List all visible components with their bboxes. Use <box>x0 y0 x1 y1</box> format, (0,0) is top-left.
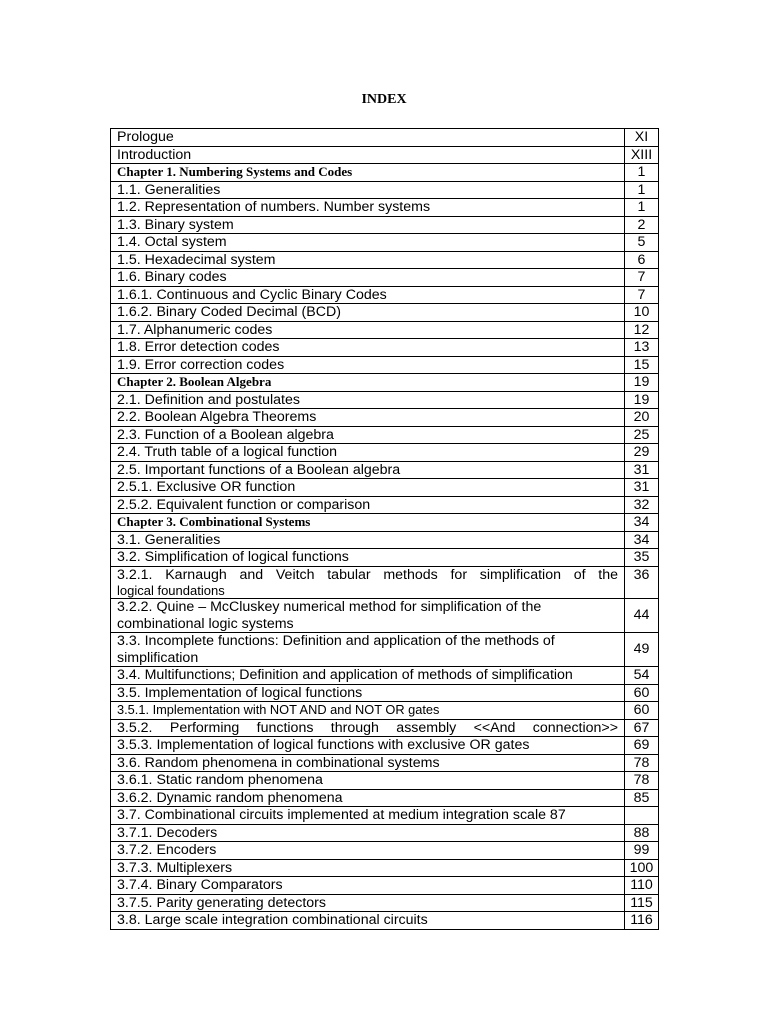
toc-entry-cell <box>111 667 625 685</box>
toc-entry-cell <box>111 426 625 444</box>
toc-row <box>111 426 659 444</box>
toc-row <box>111 566 659 599</box>
section-title: 2.1. Definition and postulates <box>117 391 300 408</box>
toc-row <box>111 234 659 252</box>
page-number: 78 <box>625 772 659 790</box>
toc-entry-cell <box>111 859 625 877</box>
page-number: 2 <box>625 216 659 234</box>
chapter-row <box>111 374 659 392</box>
section-title: 1.7. Alphanumeric codes <box>117 321 273 338</box>
page-number: 34 <box>625 514 659 532</box>
section-title: 1.1. Generalities <box>117 181 221 198</box>
page-number: 20 <box>625 409 659 427</box>
chapter-title: Chapter 1. Numbering Systems and Codes <box>117 164 353 179</box>
toc-row <box>111 391 659 409</box>
toc-row <box>111 807 659 825</box>
toc-entry-cell <box>111 807 625 825</box>
toc-row <box>111 599 659 633</box>
toc-row <box>111 633 659 667</box>
section-title: 2.5.2. Equivalent function or comparison <box>117 496 371 513</box>
section-title: 3.7.3. Multiplexers <box>117 859 233 876</box>
toc-body <box>111 129 659 930</box>
section-title: 1.9. Error correction codes <box>117 356 285 373</box>
section-title: Introduction <box>117 146 192 163</box>
page-number: 54 <box>625 667 659 685</box>
toc-row <box>111 444 659 462</box>
toc-entry-cell <box>111 719 625 737</box>
page-number: XI <box>625 129 659 147</box>
page-number: 19 <box>625 391 659 409</box>
page-number: 69 <box>625 737 659 755</box>
page-number: 15 <box>625 356 659 374</box>
toc-row <box>111 251 659 269</box>
toc-row <box>111 286 659 304</box>
section-title: 1.8. Error detection codes <box>117 339 280 355</box>
toc-row <box>111 859 659 877</box>
page-number: 5 <box>625 234 659 252</box>
page-number: 6 <box>625 251 659 269</box>
section-title: 3.3. Incomplete functions: Definition and application of the methods of simplification <box>117 633 555 666</box>
toc-entry-cell <box>111 286 625 304</box>
page-number: 60 <box>625 702 659 720</box>
page-number: 110 <box>625 877 659 895</box>
page-number: 115 <box>625 894 659 912</box>
toc-row <box>111 304 659 322</box>
toc-entry-cell <box>111 824 625 842</box>
toc-row <box>111 667 659 685</box>
toc-entry-cell <box>111 633 625 667</box>
page-number: 116 <box>625 912 659 930</box>
toc-entry-cell <box>111 894 625 912</box>
section-title: 3.1. Generalities <box>117 531 221 548</box>
page-number: 49 <box>625 633 659 667</box>
section-title: 3.8. Large scale integration combinational circuits <box>117 912 428 928</box>
toc-entry-cell <box>111 496 625 514</box>
page-number: 34 <box>625 531 659 549</box>
section-title: 3.4. Multifunctions; Definition and application of methods of simplification <box>117 667 573 683</box>
toc-row <box>111 531 659 549</box>
section-title: 3.5.2. Performing functions through assembly <<And connection>> <box>117 719 618 736</box>
toc-row <box>111 479 659 497</box>
toc-entry-cell <box>111 374 625 392</box>
section-title: 3.2. Simplification of logical functions <box>117 549 349 565</box>
toc-entry-cell <box>111 391 625 409</box>
page-number: 44 <box>625 599 659 633</box>
toc-row <box>111 912 659 930</box>
toc-row <box>111 877 659 895</box>
toc-entry-cell <box>111 479 625 497</box>
toc-entry-cell <box>111 789 625 807</box>
toc-row <box>111 321 659 339</box>
chapter-title: Chapter 3. Combinational Systems <box>117 514 311 529</box>
toc-entry-cell <box>111 304 625 322</box>
section-title: 2.5. Important functions of a Boolean algebra <box>117 461 401 478</box>
page-number: 1 <box>625 199 659 217</box>
page-number: 35 <box>625 549 659 567</box>
toc-entry-cell <box>111 444 625 462</box>
toc-row <box>111 409 659 427</box>
toc-entry-cell <box>111 234 625 252</box>
section-title: 1.6.1. Continuous and Cyclic Binary Codes <box>117 286 387 303</box>
toc-row <box>111 719 659 737</box>
toc-entry-cell <box>111 146 625 164</box>
toc-entry-cell <box>111 599 625 633</box>
toc-entry-cell <box>111 566 625 599</box>
toc-row <box>111 824 659 842</box>
toc-row <box>111 684 659 702</box>
section-title: 2.2. Boolean Algebra Theorems <box>117 409 317 425</box>
section-title: 2.4. Truth table of a logical function <box>117 444 338 460</box>
table-of-contents <box>110 128 659 930</box>
section-title: 3.5.1. Implementation with NOT AND and NOT OR gates <box>117 702 440 717</box>
toc-row <box>111 772 659 790</box>
page-number <box>625 807 659 825</box>
toc-row <box>111 181 659 199</box>
toc-row <box>111 737 659 755</box>
toc-row <box>111 216 659 234</box>
section-title: 1.3. Binary system <box>117 216 234 233</box>
chapter-row <box>111 164 659 182</box>
section-title: 3.5. Implementation of logical functions <box>117 684 363 701</box>
page-number: 12 <box>625 321 659 339</box>
toc-entry-cell <box>111 531 625 549</box>
section-title: 3.6. Random phenomena in combinational systems <box>117 754 440 771</box>
toc-row <box>111 199 659 217</box>
section-title: 3.7.5. Parity generating detectors <box>117 894 326 911</box>
toc-row <box>111 842 659 860</box>
index-title: INDEX <box>361 92 407 107</box>
page-number: 7 <box>625 286 659 304</box>
toc-entry-cell <box>111 549 625 567</box>
section-title: 3.2.1. Karnaugh and Veitch tabular methods for simplification of the <box>117 566 618 583</box>
section-title: 3.6.2. Dynamic random phenomena <box>117 789 343 806</box>
page-number: 7 <box>625 269 659 287</box>
toc-row <box>111 754 659 772</box>
toc-entry-cell <box>111 356 625 374</box>
toc-entry-cell <box>111 199 625 217</box>
section-title: 3.6.1. Static random phenomena <box>117 772 323 788</box>
toc-row <box>111 894 659 912</box>
toc-entry-cell <box>111 702 625 720</box>
toc-row <box>111 269 659 287</box>
toc-row <box>111 549 659 567</box>
toc-entry-cell <box>111 877 625 895</box>
page-number: 31 <box>625 479 659 497</box>
toc-entry-cell <box>111 772 625 790</box>
page-number: 1 <box>625 164 659 182</box>
toc-row <box>111 702 659 720</box>
page-number: 29 <box>625 444 659 462</box>
section-title: 3.7.1. Decoders <box>117 824 218 841</box>
section-title: 3.7.2. Encoders <box>117 842 217 858</box>
toc-row <box>111 461 659 479</box>
section-title: 3.7.4. Binary Comparators <box>117 877 283 893</box>
section-title: 1.6.2. Binary Coded Decimal (BCD) <box>117 304 341 320</box>
toc-entry-cell <box>111 129 625 147</box>
page-number: 99 <box>625 842 659 860</box>
toc-row <box>111 339 659 357</box>
toc-row <box>111 129 659 147</box>
section-title: 1.6. Binary codes <box>117 269 227 285</box>
toc-row <box>111 789 659 807</box>
chapter-row <box>111 514 659 532</box>
toc-entry-cell <box>111 684 625 702</box>
section-title: 1.4. Octal system <box>117 234 227 250</box>
page-number: 88 <box>625 824 659 842</box>
chapter-title: Chapter 2. Boolean Algebra <box>117 374 272 389</box>
toc-entry-cell <box>111 216 625 234</box>
toc-entry-cell <box>111 409 625 427</box>
toc-entry-cell <box>111 164 625 182</box>
section-title: 3.2.2. Quine – McCluskey numerical method for simplification of the combinational logic systems <box>117 599 542 632</box>
page-number: 1 <box>625 181 659 199</box>
section-title: 3.5.3. Implementation of logical functions with exclusive OR gates <box>117 737 530 753</box>
toc-entry-cell <box>111 181 625 199</box>
page-number: 25 <box>625 426 659 444</box>
page-number: 10 <box>625 304 659 322</box>
toc-entry-cell <box>111 842 625 860</box>
page-number: 19 <box>625 374 659 392</box>
toc-entry-cell <box>111 737 625 755</box>
section-title: 2.3. Function of a Boolean algebra <box>117 426 334 443</box>
page-number: 67 <box>625 719 659 737</box>
page-number: 60 <box>625 684 659 702</box>
toc-entry-cell <box>111 339 625 357</box>
section-title: 2.5.1. Exclusive OR function <box>117 479 296 495</box>
toc-row <box>111 496 659 514</box>
toc-entry-cell <box>111 754 625 772</box>
toc-row <box>111 356 659 374</box>
page-number: 100 <box>625 859 659 877</box>
toc-entry-cell <box>111 514 625 532</box>
toc-row <box>111 146 659 164</box>
page-number: 78 <box>625 754 659 772</box>
page-number: 13 <box>625 339 659 357</box>
page-number: 32 <box>625 496 659 514</box>
section-title-continuation: logical foundations <box>117 583 225 598</box>
toc-entry-cell <box>111 461 625 479</box>
section-title: 1.5. Hexadecimal system <box>117 251 276 268</box>
section-title: Prologue <box>117 129 174 145</box>
page-number: 31 <box>625 461 659 479</box>
toc-entry-cell <box>111 912 625 930</box>
toc-entry-cell <box>111 321 625 339</box>
section-title: 1.2. Representation of numbers. Number systems <box>117 199 431 215</box>
toc-entry-cell <box>111 269 625 287</box>
toc-entry-cell <box>111 251 625 269</box>
section-title: 3.7. Combinational circuits implemented at medium integration scale 87 <box>117 807 566 823</box>
page-number: XIII <box>625 146 659 164</box>
page-number: 36 <box>625 566 659 599</box>
page-number: 85 <box>625 789 659 807</box>
